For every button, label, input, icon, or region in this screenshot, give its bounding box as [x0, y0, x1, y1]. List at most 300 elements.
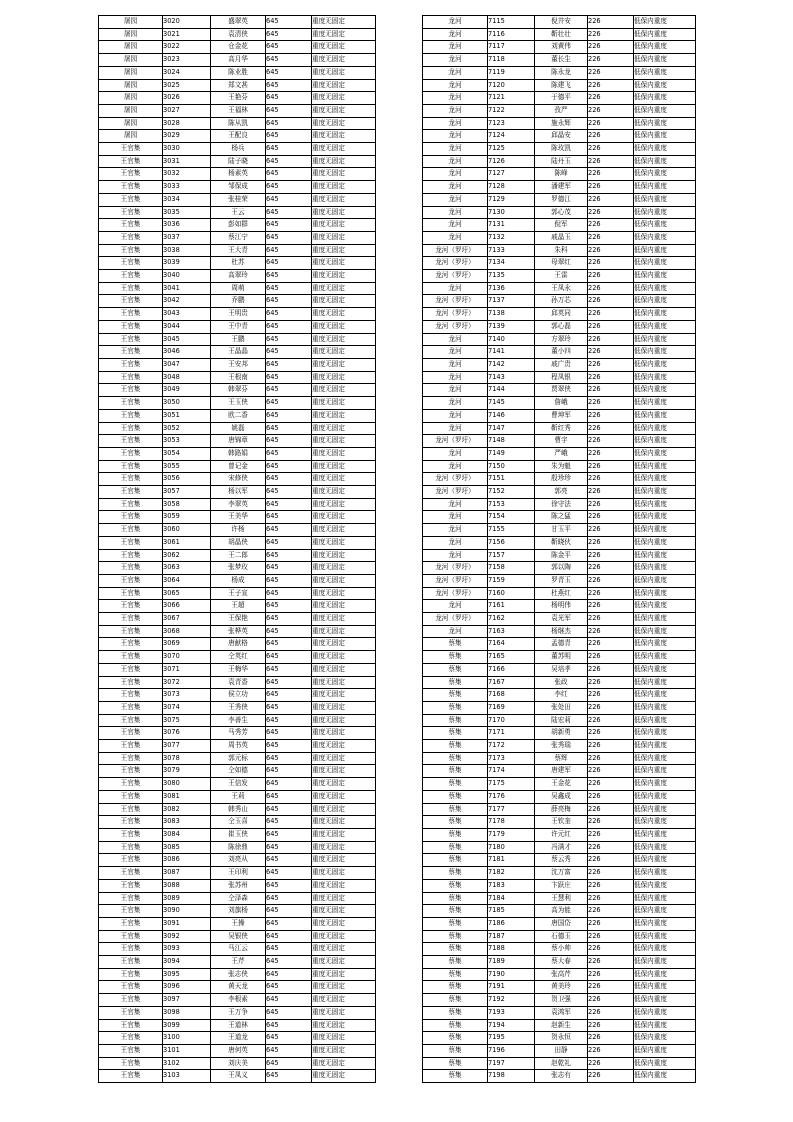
id-cell: 3033: [163, 181, 211, 194]
area-cell: 王官集: [99, 358, 163, 371]
id-cell: 3022: [163, 41, 211, 54]
category-cell: 低保内重度: [634, 16, 696, 29]
category-cell: 低保内重度: [634, 346, 696, 359]
category-cell: 低保内重度: [634, 181, 696, 194]
id-cell: 7125: [488, 143, 535, 156]
area-cell: 王官集: [99, 460, 163, 473]
amount-cell: 645: [266, 155, 312, 168]
table-row: [99, 574, 376, 587]
amount-cell: 226: [588, 473, 634, 486]
table-row: [99, 333, 376, 346]
amount-cell: 645: [266, 16, 312, 29]
table-row: [423, 536, 696, 549]
name-cell: 刘庆美: [211, 1057, 266, 1070]
area-cell: 屠园: [99, 117, 163, 130]
name-cell: 施永辉: [535, 117, 588, 130]
name-cell: 张秀瑞: [535, 740, 588, 753]
amount-cell: 645: [266, 320, 312, 333]
id-cell: 7195: [488, 1032, 535, 1045]
id-cell: 7198: [488, 1070, 535, 1083]
name-cell: 周萌: [211, 282, 266, 295]
id-cell: 7154: [488, 511, 535, 524]
category-cell: 重度无固定: [312, 346, 376, 359]
id-cell: 7157: [488, 549, 535, 562]
table-row: [423, 917, 696, 930]
area-cell: 蔡集: [423, 1070, 488, 1083]
name-cell: 吴培孝: [535, 663, 588, 676]
amount-cell: 226: [588, 117, 634, 130]
table-row: [423, 1006, 696, 1019]
table-row: [423, 257, 696, 270]
area-cell: 蔡集: [423, 1032, 488, 1045]
name-cell: 蔡小帅: [535, 943, 588, 956]
name-cell: 冯满才: [535, 841, 588, 854]
area-cell: 蔡集: [423, 879, 488, 892]
category-cell: 低保内重度: [634, 219, 696, 232]
id-cell: 7149: [488, 447, 535, 460]
name-cell: 胡晶侠: [211, 536, 266, 549]
amount-cell: 226: [588, 270, 634, 283]
category-cell: 低保内重度: [634, 117, 696, 130]
table-row: [423, 384, 696, 397]
name-cell: 王福林: [211, 104, 266, 117]
id-cell: 3046: [163, 346, 211, 359]
id-cell: 3091: [163, 917, 211, 930]
amount-cell: 645: [266, 41, 312, 54]
amount-cell: 226: [588, 66, 634, 79]
table-row: [423, 600, 696, 613]
name-cell: 王晶晶: [211, 346, 266, 359]
table-row: [99, 676, 376, 689]
name-cell: 李根素: [211, 994, 266, 1007]
amount-cell: 645: [266, 790, 312, 803]
category-cell: 重度无固定: [312, 625, 376, 638]
amount-cell: 226: [588, 257, 634, 270]
id-cell: 7179: [488, 829, 535, 842]
table-row: [423, 473, 696, 486]
table-row: [99, 358, 376, 371]
category-cell: 低保内重度: [634, 28, 696, 41]
table-row: [99, 790, 376, 803]
area-cell: 蔡集: [423, 943, 488, 956]
category-cell: 重度无固定: [312, 41, 376, 54]
amount-cell: 226: [588, 740, 634, 753]
amount-cell: 645: [266, 447, 312, 460]
category-cell: 重度无固定: [312, 282, 376, 295]
amount-cell: 226: [588, 905, 634, 918]
amount-cell: 226: [588, 854, 634, 867]
table-row: [99, 854, 376, 867]
id-cell: 7127: [488, 168, 535, 181]
id-cell: 3044: [163, 320, 211, 333]
area-cell: 王官集: [99, 651, 163, 664]
name-cell: 王安邦: [211, 358, 266, 371]
amount-cell: 645: [266, 930, 312, 943]
id-cell: 7186: [488, 917, 535, 930]
table-row: [423, 714, 696, 727]
table-row: [423, 155, 696, 168]
area-cell: 王官集: [99, 1070, 163, 1083]
area-cell: 龙河: [423, 536, 488, 549]
id-cell: 3030: [163, 143, 211, 156]
amount-cell: 226: [588, 994, 634, 1007]
category-cell: 重度无固定: [312, 358, 376, 371]
name-cell: 王超: [211, 600, 266, 613]
roster-table-left: [98, 15, 376, 1083]
category-cell: 重度无固定: [312, 549, 376, 562]
area-cell: 王官集: [99, 574, 163, 587]
id-cell: 3073: [163, 689, 211, 702]
category-cell: 重度无固定: [312, 1019, 376, 1032]
category-cell: 低保内重度: [634, 270, 696, 283]
amount-cell: 645: [266, 956, 312, 969]
amount-cell: 226: [588, 803, 634, 816]
id-cell: 7137: [488, 295, 535, 308]
name-cell: 王梅华: [211, 663, 266, 676]
name-cell: 张志有: [535, 1070, 588, 1083]
table-row: [423, 498, 696, 511]
name-cell: 蔡云秀: [535, 854, 588, 867]
amount-cell: 645: [266, 206, 312, 219]
table-row: [423, 130, 696, 143]
amount-cell: 645: [266, 358, 312, 371]
area-cell: 王官集: [99, 1032, 163, 1045]
id-cell: 7151: [488, 473, 535, 486]
table-row: [99, 92, 376, 105]
table-row: [423, 587, 696, 600]
category-cell: 低保内重度: [634, 625, 696, 638]
name-cell: 刘旗杨: [211, 905, 266, 918]
id-cell: 3042: [163, 295, 211, 308]
id-cell: 3101: [163, 1044, 211, 1057]
amount-cell: 645: [266, 727, 312, 740]
category-cell: 低保内重度: [634, 803, 696, 816]
table-row: [423, 104, 696, 117]
amount-cell: 645: [266, 765, 312, 778]
category-cell: 低保内重度: [634, 333, 696, 346]
id-cell: 7184: [488, 892, 535, 905]
id-cell: 7173: [488, 752, 535, 765]
area-cell: 蔡集: [423, 638, 488, 651]
table-row: [99, 727, 376, 740]
amount-cell: 645: [266, 1032, 312, 1045]
area-cell: 王官集: [99, 892, 163, 905]
amount-cell: 226: [588, 308, 634, 321]
name-cell: 郭以陶: [535, 562, 588, 575]
amount-cell: 226: [588, 244, 634, 257]
id-cell: 7162: [488, 613, 535, 626]
id-cell: 7144: [488, 384, 535, 397]
category-cell: 重度无固定: [312, 892, 376, 905]
amount-cell: 645: [266, 638, 312, 651]
name-cell: 董苏明: [535, 651, 588, 664]
amount-cell: 645: [266, 28, 312, 41]
id-cell: 7140: [488, 333, 535, 346]
id-cell: 7183: [488, 879, 535, 892]
amount-cell: 226: [588, 613, 634, 626]
category-cell: 重度无固定: [312, 435, 376, 448]
area-cell: 王官集: [99, 320, 163, 333]
id-cell: 3093: [163, 943, 211, 956]
name-cell: 杨兵: [211, 143, 266, 156]
id-cell: 3095: [163, 968, 211, 981]
amount-cell: 645: [266, 1044, 312, 1057]
amount-cell: 226: [588, 651, 634, 664]
area-cell: 王官集: [99, 231, 163, 244]
id-cell: 7196: [488, 1044, 535, 1057]
table-row: [99, 625, 376, 638]
id-cell: 7178: [488, 816, 535, 829]
category-cell: 低保内重度: [634, 358, 696, 371]
name-cell: 程凤银: [535, 371, 588, 384]
name-cell: 高翠玲: [211, 270, 266, 283]
name-cell: 郭亮: [535, 486, 588, 499]
id-cell: 7129: [488, 193, 535, 206]
category-cell: 重度无固定: [312, 778, 376, 791]
name-cell: 黄天龙: [211, 981, 266, 994]
category-cell: 重度无固定: [312, 79, 376, 92]
category-cell: 重度无固定: [312, 155, 376, 168]
category-cell: 重度无固定: [312, 486, 376, 499]
name-cell: 陈金平: [535, 549, 588, 562]
category-cell: 低保内重度: [634, 930, 696, 943]
category-cell: 低保内重度: [634, 41, 696, 54]
amount-cell: 226: [588, 689, 634, 702]
area-cell: 龙河（罗圩）: [423, 574, 488, 587]
table-row: [99, 1044, 376, 1057]
category-cell: 低保内重度: [634, 917, 696, 930]
table-row: [99, 447, 376, 460]
name-cell: 张政: [535, 676, 588, 689]
table-row: [423, 79, 696, 92]
table-row: [99, 765, 376, 778]
amount-cell: 645: [266, 968, 312, 981]
amount-cell: 226: [588, 104, 634, 117]
name-cell: 王操: [211, 917, 266, 930]
area-cell: 王官集: [99, 778, 163, 791]
area-cell: 蔡集: [423, 917, 488, 930]
name-cell: 欧二香: [211, 409, 266, 422]
id-cell: 7138: [488, 308, 535, 321]
table-row: [99, 829, 376, 842]
amount-cell: 226: [588, 1006, 634, 1019]
table-row: [99, 397, 376, 410]
area-cell: 王官集: [99, 282, 163, 295]
name-cell: 王中青: [211, 320, 266, 333]
id-cell: 3027: [163, 104, 211, 117]
table-row: [99, 28, 376, 41]
name-cell: 罗德江: [535, 193, 588, 206]
name-cell: 王凤义: [211, 1070, 266, 1083]
area-cell: 王官集: [99, 409, 163, 422]
area-cell: 龙河: [423, 16, 488, 29]
id-cell: 7174: [488, 765, 535, 778]
area-cell: 龙河（罗圩）: [423, 435, 488, 448]
area-cell: 王官集: [99, 1019, 163, 1032]
area-cell: 龙河: [423, 219, 488, 232]
id-cell: 7164: [488, 638, 535, 651]
area-cell: 龙河: [423, 409, 488, 422]
amount-cell: 226: [588, 41, 634, 54]
area-cell: 王官集: [99, 346, 163, 359]
id-cell: 3067: [163, 613, 211, 626]
id-cell: 3060: [163, 524, 211, 537]
area-cell: 龙河: [423, 143, 488, 156]
category-cell: 低保内重度: [634, 130, 696, 143]
category-cell: 低保内重度: [634, 384, 696, 397]
area-cell: 蔡集: [423, 752, 488, 765]
amount-cell: 645: [266, 905, 312, 918]
id-cell: 3080: [163, 778, 211, 791]
category-cell: 重度无固定: [312, 320, 376, 333]
table-row: [99, 689, 376, 702]
name-cell: 许杨: [211, 524, 266, 537]
amount-cell: 645: [266, 701, 312, 714]
amount-cell: 645: [266, 371, 312, 384]
id-cell: 7126: [488, 155, 535, 168]
amount-cell: 226: [588, 397, 634, 410]
amount-cell: 226: [588, 282, 634, 295]
id-cell: 3021: [163, 28, 211, 41]
name-cell: 蔡辉: [535, 752, 588, 765]
name-cell: 马江云: [211, 943, 266, 956]
category-cell: 低保内重度: [634, 54, 696, 67]
name-cell: 陆丹玉: [535, 155, 588, 168]
category-cell: 低保内重度: [634, 498, 696, 511]
name-cell: 靳红秀: [535, 422, 588, 435]
name-cell: 胡新勇: [535, 727, 588, 740]
table-row: [99, 879, 376, 892]
name-cell: 袁青香: [211, 676, 266, 689]
table-row: [99, 740, 376, 753]
table-row: [423, 435, 696, 448]
amount-cell: 226: [588, 841, 634, 854]
category-cell: 低保内重度: [634, 790, 696, 803]
area-cell: 龙河: [423, 130, 488, 143]
id-cell: 7159: [488, 574, 535, 587]
id-cell: 3059: [163, 511, 211, 524]
amount-cell: 226: [588, 574, 634, 587]
category-cell: 低保内重度: [634, 562, 696, 575]
table-row: [99, 587, 376, 600]
name-cell: 张梦玫: [211, 562, 266, 575]
amount-cell: 645: [266, 257, 312, 270]
area-cell: 龙河（罗圩）: [423, 587, 488, 600]
area-cell: 蔡集: [423, 968, 488, 981]
amount-cell: 226: [588, 562, 634, 575]
area-cell: 龙河（罗圩）: [423, 295, 488, 308]
name-cell: 贺卫强: [535, 994, 588, 1007]
name-cell: 唐献格: [211, 638, 266, 651]
id-cell: 3092: [163, 930, 211, 943]
area-cell: 王官集: [99, 447, 163, 460]
id-cell: 3090: [163, 905, 211, 918]
name-cell: 陈建飞: [535, 79, 588, 92]
category-cell: 重度无固定: [312, 422, 376, 435]
amount-cell: 645: [266, 587, 312, 600]
name-cell: 石德玉: [535, 930, 588, 943]
area-cell: 龙河（罗圩）: [423, 320, 488, 333]
id-cell: 7181: [488, 854, 535, 867]
name-cell: 杨成: [211, 574, 266, 587]
category-cell: 重度无固定: [312, 562, 376, 575]
id-cell: 3040: [163, 270, 211, 283]
amount-cell: 645: [266, 333, 312, 346]
id-cell: 7188: [488, 943, 535, 956]
area-cell: 王官集: [99, 714, 163, 727]
area-cell: 屠园: [99, 79, 163, 92]
id-cell: 7193: [488, 1006, 535, 1019]
category-cell: 低保内重度: [634, 397, 696, 410]
category-cell: 重度无固定: [312, 231, 376, 244]
amount-cell: 226: [588, 752, 634, 765]
name-cell: 陈玫凯: [535, 143, 588, 156]
table-row: [99, 1070, 376, 1083]
area-cell: 王官集: [99, 613, 163, 626]
name-cell: 袁鸿军: [535, 1006, 588, 1019]
category-cell: 低保内重度: [634, 587, 696, 600]
id-cell: 3094: [163, 956, 211, 969]
area-cell: 王官集: [99, 397, 163, 410]
area-cell: 王官集: [99, 168, 163, 181]
id-cell: 3049: [163, 384, 211, 397]
name-cell: 唐何英: [211, 1044, 266, 1057]
name-cell: 于德平: [535, 92, 588, 105]
category-cell: 低保内重度: [634, 155, 696, 168]
amount-cell: 226: [588, 54, 634, 67]
amount-cell: 226: [588, 16, 634, 29]
amount-cell: 226: [588, 867, 634, 880]
category-cell: 低保内重度: [634, 829, 696, 842]
amount-cell: 226: [588, 778, 634, 791]
amount-cell: 226: [588, 181, 634, 194]
category-cell: 低保内重度: [634, 765, 696, 778]
area-cell: 王官集: [99, 511, 163, 524]
table-row: [423, 358, 696, 371]
id-cell: 3036: [163, 219, 211, 232]
name-cell: 方翠玲: [535, 333, 588, 346]
id-cell: 3085: [163, 841, 211, 854]
area-cell: 王官集: [99, 867, 163, 880]
amount-cell: 226: [588, 231, 634, 244]
table-row: [99, 803, 376, 816]
id-cell: 7148: [488, 435, 535, 448]
id-cell: 7139: [488, 320, 535, 333]
name-cell: 高为能: [535, 905, 588, 918]
category-cell: 重度无固定: [312, 66, 376, 79]
amount-cell: 226: [588, 155, 634, 168]
category-cell: 重度无固定: [312, 943, 376, 956]
table-row: [423, 651, 696, 664]
table-row: [99, 308, 376, 321]
amount-cell: 226: [588, 511, 634, 524]
name-cell: 袁清侠: [211, 28, 266, 41]
name-cell: 张苏州: [211, 879, 266, 892]
name-cell: 蔡江宁: [211, 231, 266, 244]
name-cell: 韩翠芬: [211, 384, 266, 397]
name-cell: 姚磊: [211, 422, 266, 435]
id-cell: 3082: [163, 803, 211, 816]
table-row: [423, 727, 696, 740]
amount-cell: 226: [588, 460, 634, 473]
area-cell: 龙河: [423, 92, 488, 105]
name-cell: 甘玉平: [535, 524, 588, 537]
id-cell: 7175: [488, 778, 535, 791]
table-row: [99, 231, 376, 244]
id-cell: 7147: [488, 422, 535, 435]
id-cell: 7120: [488, 79, 535, 92]
area-cell: 王官集: [99, 219, 163, 232]
